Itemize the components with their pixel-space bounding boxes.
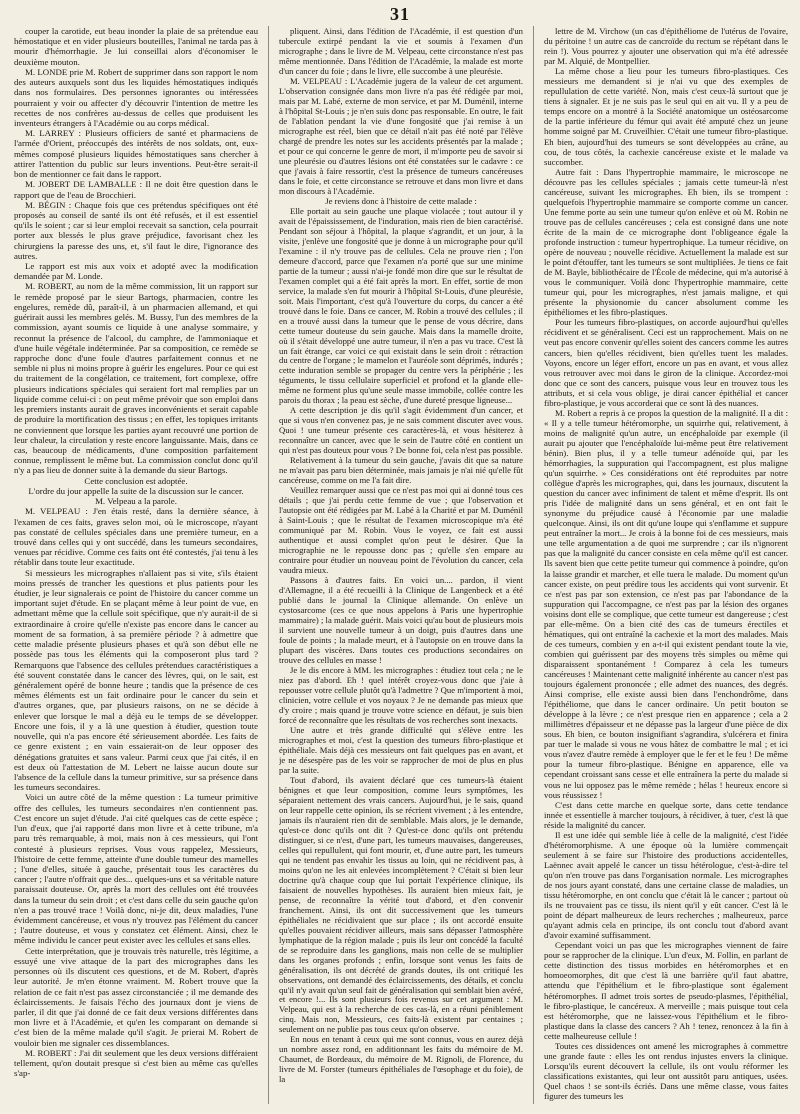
paragraph: Cette interprétation, que je trouvais très naturelle, très légitime, a essuyé une vive attaque de la part des micrographes dans les personnes où ils discutent ces questions, et de M. Robert, d'après leur autorité. Je m'en étonne vraiment. M. Robert trouve que la relation de ce fait n'est pas assez circonstanciée ; il me demande des éclaircissements. Je faisais l'écho des journaux dont je viens de parler, il dit que j'ai donné de ce fait deux versions différentes dans mon livre et à l'Académie, et qu'en les comparant on demande si c'est bien de la même malade qu'il s'agit. Je prierai M. Robert de vouloir bien me signaler ces dissemblances. <box>14 945 258 1048</box>
text-columns <box>14 26 788 1104</box>
paragraph: En nous en tenant à ceux qui me sont connus, vous en aurez déjà un nombre assez rond, en additionnant les faits du mémoire de M. Chaumet, de Bordeaux, du mémoire de M. Rignoli, de Florence, du livre de M. Forster (tumeurs épithéliales de l'œsophage et du foie), de la <box>279 1034 523 1085</box>
column-middle <box>279 26 523 1104</box>
paragraph: Elle portait au sein gauche une plaque violacée ; tout autour il y avait de l'épaississement, de l'induration, mais rien de bien caractérisé. Pendant son séjour à l'hôpital, la plaque s'agrandit, et un jour, à la visite, j'enlève une fongosité que je donne à un micrographe pour qu'il l'examine : il n'y trouve pas de cellules. Cela ne prouve rien ; l'on demeure d'accord, parce que l'examen n'a porté que sur une minime partie de la tumeur ; aussi n'ai-je fondé mon dire que sur le résultat de l'examen complet qui a été fait après la mort. En effet, sortie de mon service, la malade s'en fut mourir à l'hôpital St-Louis, d'une pleurésie, soit. Mais l'important, c'est qu'à l'ouverture du corps, du cancer a été trouvé dans le foie. Dans ce cancer, M. Robin a trouvé des cellules ; il en a trouvé aussi dans la tumeur que le pense de vous décrire, dans cette tumeur douteuse du sein gauche. Mais dans la mamelle droite, où il s'était développé une autre tumeur, il n'en a pas vu trace. C'est là un fait étrange, car voici ce qui existait dans le sein droit : rétraction du centre de l'organe ; le mamelon et l'auréole sont déprimés, indurés ; cette induration semble se propager du centre vers la périphérie ; les téguments, le tissu cellulaire superficiel et profond et la glande elle-même ne forment plus qu'une seule masse immobile, collée contre les parois du thorax ; la peau est sèche, d'une dureté presque ligneuse... <box>279 205 523 406</box>
paragraph: M. BÉGIN : Chaque fois que ces prétendus spécifiques ont été proposés au conseil de santé ils ont été refusés, et il est essentiel qu'ils le soient ; car si leur emploi recevait sa sanction, cela pourrait porter aux blessés le plus grave préjudice, favorisant chez les chirurgiens la paresse des uns, et, s'il faut le dire, l'ignorance des autres. <box>14 199 258 261</box>
paragraph: Toutes ces dissidences ont amené les micrographes à commettre une grande faute : elles les ont rendus injustes envers la clinique. Lorsqu'ils eurent découvert la cellule, ils ont voulu réformer les classifications existantes, qui leur ont aussitôt paru antiques, usées. Quel chaos ! se sont-ils écriés. Dans une même classe, vous faites figurer des tumeurs les <box>544 1040 788 1101</box>
column-right <box>544 26 788 1104</box>
paragraph: M. VELPEAU : L'Académie jugera de la valeur de cet argument. L'observation consignée dans mon livre n'a pas été rédigée par moi, mais par M. Labé, externe de mon service, et par M. Duménil, interne à l'hôpital St-Louis ; je n'en suis donc pas responsable. En outre, le fait de l'ablation pendant la vie d'une fongosité que j'ai remise à un micrographe est réel, bien que ce détail n'ait pas été noté par l'élève chargé de prendre les notes sur les accidents présentés par la malade ; et pour ce qui concerne le genre de mort, il m'importe peu de savoir si une pleurésie ou d'autres lésions ont été constatées sur le cadavre : ce que j'avais à faire ressortir, c'est la présence de tumeurs cancéreuses dans le foie, et cette circonstance se retrouve et dans mon livre et dans mon discours à l'Académie. <box>279 75 523 196</box>
paragraph: M. JOBERT DE LAMBALLE : Il ne doit être question dans le rapport que de l'eau de Brocchieri. <box>14 179 258 200</box>
paragraph: Voici un autre côté de la même question : La tumeur primitive offre des cellules, les tumeurs secondaires n'en contiennent pas. C'est encore un sujet d'étude. J'ai cité quelques cas de cette espèce ; l'un d'eux, que j'ai rapporté dans mon livre et à cette tribune, m'a paru très remarquable, à moi, mais non à ces messieurs, qui l'ont contesté à plusieurs reprises. Vous vous rappelez, Messieurs, l'histoire de cette femme, atteinte d'une double tumeur des mamelles ; l'une d'elles, située à gauche, présentait tous les caractères du cancer ; l'autre n'offrait que des... quelques-uns et sa véritable nature paraissait douteuse. Or, après la mort des cellules ont été trouvées dans la tumeur du sein droit ; et c'est dans celle du sein gauche qu'on n'en a pas trouvé trace ! Voilà donc, ni-je dit, deux maladies, l'une évidemment cancéreuse, et vous n'y trouvez pas l'élément du cancer ; l'autre douteuse, et vous y constatez cet élément. Ainsi, chez le même individu le cancer peut exister avec les cellules et sans elles. <box>14 792 258 946</box>
paragraph: Je le dis encore à MM. les micrographes : étudiez tout cela ; ne le niez pas d'abord. Eh ! quel intérêt croyez-vous donc que j'aie à repousser votre cellule plutôt qu'à l'admettre ? Que m'importent à moi, clinicien, votre cellule et vos noyaux ? Je ne demande pas mieux que d'y croire ; mais quand je trouve votre science en défaut, je suis bien forcé de reconnaître que les résultats de vos recherches sont inexacts. <box>279 665 523 725</box>
paragraph: lettre de M. Virchow (un cas d'épithéliome de l'utérus de l'ovaire, du péritoine ! un autre cas de cancroïde du rectum se répétant dans le rein !). Vous pourrez y ajouter une observation qui m'a été adressée par M. Alquié, de Montpellier. <box>544 26 788 67</box>
paragraph: M. LONDE prie M. Robert de supprimer dans son rapport le nom des auteurs auxquels sont dus les liquides hémostatiques indiqués dans nos formulaires. Des personnes ignorantes ou intéressées pourraient y voir ou affecter d'y découvrir l'intention de mettre les recettes de nos confrères au-dessus de celles que produisent les inventeurs étrangers à l'Académie ou au corps médical. <box>14 66 258 128</box>
paragraph: L'ordre du jour appelle la suite de la discussion sur le cancer. <box>28 485 244 496</box>
paragraph: Tout d'abord, ils avaient déclaré que ces tumeurs-là étaient bénignes et que leur composition, comme leurs symptômes, les séparaient nettement des vrais cancers. Aujourd'hui, je le sais, quand on leur rappelle cette opinion, ils se récrient vivement ; à les entendre, jamais ils n'auraient rien dit de semblable. Mais alors, je le demande, qu'est-ce donc qu'ils ont dit ? Qu'est-ce donc qu'ils ont prétendu distinguer, si ce n'est, d'une part, les tumeurs mauvaises, dangereuses, celles qui repullulent, qui font mourir, et, d'une autre part, les tumeurs qui ne tendent pas envahir les tissus au loin, qui ne récidivent pas, à moins qu'on ne les ait enlevées incomplètement ? C'était si bien leur doctrine qu'à chaque coup que lui portait l'expérience clinique, ils faisaient de nouvelles hypothèses. Ils auraient bien mieux fait, je pense, de reconnaître la vérité tout d'abord, et d'en convenir franchement. Ainsi, ils ont dit successivement que les tumeurs épithéliales ne récidivaient que sur place ; ils ont accordé ensuite qu'elles pouvaient récidiver ailleurs, mais sans dépasser l'atmosphère lymphatique de la région malade ; puis ils leur ont concédé la faculté de se reproduire dans les ganglions, mais non celle de se multiplier dans les organes profonds ; enfin, lorsque sont venus les faits de généralisation, ils ont décrété de grands doutes, ils ont critiqué les observations, ont demandé des éclaircissements, des détails, et conclu qu'il n'y avait qu'un seul fait de généralisation qui semblait bien avéré, et encore !... Ils sont plusieurs fois revenus sur cet argument : M. Velpeau, qui est à la recherche de ces cas-là, en a réuni péniblement cinq. Mais non, Messieurs, ces faits-là existent par centaines ; seulement on ne publie pas tous ceux qu'on observe. <box>279 774 523 1035</box>
paragraph: La même chose a lieu pour les tumeurs fibro-plastiques. Ces messieurs me demandent si je n'ai vu que des exemples de repullulation de cette variété. Non, mais c'est ceux-là surtout que je tiens à signaler. Et je ne suis pas le seul qui en ait vu. Il y a peu de temps encore on a montré à la Société anatomique un ostéosarcome de la partie inférieure du fémur qui avait été amputé chez un jeune homme soigné par M. Cruveilhier. C'était une tumeur fibro-plastique. Eh bien, aujourd'hui des tumeurs se sont développées au crâne, au cou, de tous côtés, la cachexie cancéreuse existe et le malade va succomber. <box>544 66 788 167</box>
paragraph: M. LARREY : Plusieurs officiers de santé et pharmaciens de l'armée d'Orient, préoccupés des intérêts de nos soldats, ont, eux-mêmes composé plusieurs liquides hémostatiques sans chercher à attirer l'attention du public sur leurs inventions. Peut-être serait-il bon de mentionner ce fait dans le rapport. <box>14 128 258 180</box>
paragraph: pliquent. Ainsi, dans l'édition de l'Académie, il est question d'un tubercule extirpé pendant la vie et soumis à l'examen d'un micrographe ; dans le livre de M. Velpeau, cette circonstance n'est pas même mentionnée. Dans l'édition de l'Académie, la malade est morte d'un cancer du foie ; dans le livre, elle succombe à une pleurésie. <box>279 26 523 76</box>
paragraph: Passons à d'autres faits. En voici un.... pardon, il vient d'Allemagne, il a été recueilli à la Clinique de Langenbeck et a été publié dans le journal la Clinique allemande. On enlève un cystosarcome (ces ce que nous appelons à Paris une hypertrophie mammaire) ; la malade guérit. Mais voici qu'au bout de plusieurs mois il survient une nouvelle tumeur à un doigt, puis d'autres dans une foule de points ; la malade meurt, et à l'autopsie on en trouve dans la plupart des viscères. Dans toutes ces productions secondaires on trouve des cellules en masse ! <box>279 575 523 666</box>
paragraph: M. ROBERT : J'ai dit seulement que les deux versions différaient tellement, qu'on doutait presque si c'est bien au même cas qu'elles s'ap- <box>14 1047 258 1079</box>
paragraph: Pour les tumeurs fibro-plastiques, on accorde aujourd'hui qu'elles récidivent et se généralisent. Ceci est un rapprochement. Mais on ne veut pas encore convenir qu'elles soient des cancers comme les autres cancers, bien qu'elles récidivent, bien qu'elles tuent les malades. Voyons, encore un léger effort, encore un pas en avant, et vous allez vous retrouver avec moi dans le giron de la clinique. Accordez-moi donc que ce sont des cancers, puisque vous leur en trouvez tous les attributs, et si cela vous oblige, je dirai cancer épithélial et cancer fibro-plastique, je vous accorderai que ce sont là des nuances. <box>544 317 788 408</box>
paragraph: A cette description je dis qu'il s'agit évidemment d'un cancer, et que si vous n'en convenez pas, je ne sais comment discuter avec vous. Quoi ! une tumeur présente ces caractères-là, et vous hésiterez à reconnaître un cancer, avec que le sein de l'autre côté en contient un qui n'est pas douteux pour vous ? De bonne foi, cela n'est pas possible. <box>279 405 523 456</box>
paragraph: M. Robert a repris à ce propos la question de la malignité. Il a dit : « Il y a telle tumeur hétéromorphe, un squirrhe qui, relativement, à moins de malignité qu'un autre, un encéphaloïde par exemple (il aurait pu ajouter que l'encéphaloïde lui-même peut être relativement bénin). Bien plus, il y a telle tumeur adénoïde qui, par les hémorrhagies, la suppuration qui l'accompagnent, est plus maligne qu'un squirrhe. » Ces considérations ont été reproduites par notre collègue d'après les micrographes, qui, dans les journaux, discutent la question du cancer avec infiniment de talent et même d'esprit. Ils ont pris l'idée de malignité dans un sens général, et en ont fait le synonyme du préjudice causé à l'économie par une maladie quelconque. Ainsi, ils ont dit qu'une loupe qui s'enflamme et suppure peut entraîner la mort... Je crois à la bonne foi de ces messieurs, mais une telle argumentation a de quoi me surprendre ; car ils n'ignorent pas que la malignité du cancer consiste en cela même qu'il est cancer. Ils savent bien que cette petite tumeur qui commence à poindre, qu'on la laisse grandir et marcher, et elle tuera le malade. Du moment qu'un cancer existe, on peut prédire tous les accidents qui vont survenir. Et ce n'est pas par son extension, ce n'est pas par l'abondance de la suppuration qui l'accompagne, ce n'est pas par la lésion des organes voisins dont elle se complique, que cette tumeur est dangereuse ; c'est par elle-même. On a bien cité des cas de tumeurs érectiles et hématiques, qui ont entraîné la cachexie et la mort des malades. Mais de ces tumeurs, combien y en a-t-il qui existent pendant toute la vie, combien qui guérissent par des moyens très simples ou même qui disparaissent spontanément ! Comparez à cela les tumeurs cancéreuses ! Maintenant cette malignité inhérente au cancer n'est pas toujours également prononcée ; elle admet des nuances, des degrés. Ainsi comprise, elle existe aussi bien dans l'enchondrôme, dans l'épithéliome, que dans le cancer ordinaire. Un petit bouton se développe à la lèvre ; ce n'est presque rien en apparence ; cela a 2 millimètres d'épaisseur et ne dépasse pas la largeur d'une pièce de dix sous. Eh bien, ce bouton insignifiant s'agrandira, s'ulcérera et finira par tuer le malade si vous ne vous hâtez de combattre le mal ; et ici vous n'avez d'autre remède à employer que le fer et le feu ! De même pour la tumeur fibro-plastique. Bénigne en apparence, elle va cependant croissant sans cesse et elle entraînera la perte du malade si vous ne lui opposez pas le même remède ; hélas ! heureux encore si vous réussissez ! <box>544 407 788 800</box>
paragraph: Veuillez remarquer aussi que ce n'est pas moi qui ai donné tous ces détails ; que j'ai perdu cette femme de vue ; que l'observation et l'autopsie ont été rédigées par M. Labé à la Charité et par M. Duménil à Saint-Louis ; que le résultat de l'examen microscopique m'a été communiqué par M. Robin. Vous le voyez, ce fait est aussi authentique et aussi complet qu'on peut le désirer. Que la micrographie ne le repousse donc pas ; qu'elle s'en empare au contraire pour étudier un nouveau point de l'évolution du cancer, cela vaudra mieux. <box>279 485 523 576</box>
paragraph: C'est dans cette marche en quelque sorte, dans cette tendance innée et essentielle à marcher toujours, à récidiver, à tuer, c'est là que réside la malignité du cancer. <box>544 799 788 830</box>
column-rule <box>533 26 534 1104</box>
page-number: 31 <box>390 4 410 24</box>
paragraph: Je reviens donc à l'histoire de cette malade : <box>325 195 477 206</box>
paragraph: Cependant voici un pas que les micrographes viennent de faire pour se rapprocher de la clinique. L'un d'eux, M. Follin, en parlant de cette distinction des tissus morbides en hétéromorphes et en homoeomorphes, dit que c'est là une barrière qu'il faut abattre, attendu que l'épithélium et le fibro-plastique sont également hétéromorphes. Il admet trois sortes de pseudo-plasmes, l'épithélial, le fibro-plastique, le cancéreux. A merveille ; mais puisque tout cela est hétéromorphe, que ne laissez-vous l'épithélium et le fibro-plastique dans la classe des cancers ? Ah ! tenez, renoncez à la fin à cette malheureuse cellule ! <box>544 940 788 1041</box>
paragraph: Si messieurs les micrographes n'allaient pas si vite, s'ils étaient moins pressés de trancher les questions et plus patients pour les étudier, je leur signalerais ce point de l'histoire du cancer comme un important sujet d'étude. En se plaçant même à leur point de vue, en admettant même que la cellule soit spécifique, que n'y aurait-il de si extraordinaire à croire qu'elle n'existe pas encore dans le cancer au moment de sa formation, à sa première période ? à admettre que cette maladie présente plusieurs phases et qu'à son début elle ne possède pas tous les éléments qui la composeront plus tard ? Remarquons que l'absence des cellules prétendues caractéristiques a été souvent constatée dans le cancer des lèvres, qui, on le sait, est généralement opéré de bonne heure ; tandis que la présence de ces mêmes éléments est un fait ordinaire pour le cancer du sein et d'autres organes, que, par plusieurs raisons, on ne se décide à enlever que lorsque le mal a déjà eu le temps de se développer. Encore une fois, il y a là une question à étudier, question toute nouvelle, qui n'a pas encore été sérieusement abordée. Les faits de ce genre existent ; en vain essaierait-on de leur opposer des dénégations gratuites et sans valeur. Parmi ceux que j'ai cités, il en est deux où l'attestation de M. Lebert ne laisse aucun doute sur l'absence de la cellule dans la tumeur primitive, sur sa présence dans les tumeurs secondaires. <box>14 567 258 793</box>
paragraph: M. VELPEAU : J'en étais resté, dans la dernière séance, à l'examen de ces faits, graves selon moi, où le microscope, n'ayant pas constaté de cellules spéciales dans une première tumeur, en a trouvé dans celles qui y ont succédé, dans les tumeurs secondaires, venues par récidive. Comme ces faits ont été contestés, j'ai tenu à les rétablir dans toute leur exactitude. <box>14 506 258 568</box>
paragraph: M. Velpeau a la parole. <box>95 496 177 507</box>
paragraph: Il est une idée qui semble liée à celle de la malignité, c'est l'idée d'hétéromorphisme. A une époque où la lumière commençait seulement à se faire sur l'histoire des productions accidentelles, Laënnec avait appelé le cancer un tissu hétérologue, c'est-à-dire tel qu'on n'en trouve pas dans l'organisation normale. Les micrographes de nos jours ayant constaté, dans une certaine classe de maladies, un tissu hétéromorphe, en ont conclu que c'était là le cancer ; partout où ils ne trouvaient pas ce tissu, ils nient qu'il y eût cancer. C'est là le point de départ malheureux de leurs recherches ; malheureux, parce qu'ayant admis cela en principe, ils ont conclu tout d'abord avant d'avoir examiné suffisamment. <box>544 829 788 941</box>
column-rule <box>268 26 269 1104</box>
paragraph: Cette conclusion est adoptée. <box>84 475 188 486</box>
paragraph: couper la carotide, eut beau inonder la plaie de sa prétendue eau hémostatique et en vider plusieurs bouteilles, l'animal ne tarda pas à mourir d'hémorrhagie. Je lui conseillai alors d'économiser le deuxième mouton. <box>14 26 258 67</box>
paragraph: Une autre et très grande difficulté qui s'élève entre les micrographes et moi, c'est la question des tumeurs fibro-plastique et épithéliale. Mais déjà ces messieurs ont fait quelques pas en avant, et je ne désespère pas de les voir se rapprocher de moi de plus en plus par la suite. <box>279 724 523 775</box>
column-left <box>14 26 258 1104</box>
paragraph: Autre fait : Dans l'hypertrophie mammaire, le microscope ne découvre pas les cellules spéciales ; jamais cette tumeur-là n'est cancéreuse, suivant les micrographes. Eh bien, ils se trompent : quelquefois l'hypertrophie mammaire se comporte comme un cancer. Une femme porte au sein une tumeur qu'on enlève et où M. Robin ne trouve pas de cellules cancéreuses ; cela est consigné dans une note écrite de la main de ce micrographe dont l'obligeance égale la profonde instruction : tumeur hypertrophique. La tumeur récidive, on opère de nouveau ; nouvelle récidive. Actuellement la malade est sur le point d'étouffer, tant les tumeurs se sont multipliées. Je tiens ce fait de M. Bayle, bibliothécaire de l'École de médecine, qui m'a autorisé à vous le communiquer. Voilà donc l'hypertrophie mammaire, cette tumeur qui, pour les micrographes, n'est jamais maligne, et qui présente la physionomie du cancer absolument comme les épithéliomes et les fibro-plastiques. <box>544 166 788 318</box>
paragraph: Le rapport est mis aux voix et adopté avec la modification demandée par M. Londe. <box>14 261 258 282</box>
paragraph: M. ROBERT, au nom de la même commission, lit un rapport sur le remède proposé par le sieur Bartogs, pharmacien, contre les engelures, remède dû, paraît-il, à un pharmacien allemand, et qui guérirait aussi les membres gelés. M. Bussy, l'un des membres de la commission, ayant soumis ce liquide à une analyse sommaire, y reconnut la présence de l'alcool, du camphre, de l'ammoniaque et d'une huile végétale indéterminée. Par sa composition, ce remède se rapproche donc d'une foule d'autres parfaitement connus et ne semble ni plus ni moins propre à guérir les engelures. Pour ce qui est du traitement de la congélation, ce traitement, fort complexe, offre plusieurs indications spéciales qui seraient fort mal remplies par un liquide comme celui-ci : on peut même prévoir que son emploi dans les premiers instants aurait de graves inconvénients et serait capable de produire la mortification des tissus ; en effet, les topiques irritants ne conviennent que lorsque les parties ayant recouvré une portion de leur chaleur, la circulation y reste encore languissante. Mais, dans ce cas, beaucoup de médicaments, d'une composition parfaitement connue, remplissent le même but. La commission conclut donc qu'il n'y a pas lieu de donner suite à la demande du sieur Bartogs. <box>14 281 258 476</box>
paragraph: Relativement à la tumeur du sein gauche, j'avais dit que sa nature ne m'avait pas paru bien déterminée, mais jamais je n'ai nié qu'elle fût cancéreuse, comme on me l'a fait dire. <box>279 455 523 486</box>
